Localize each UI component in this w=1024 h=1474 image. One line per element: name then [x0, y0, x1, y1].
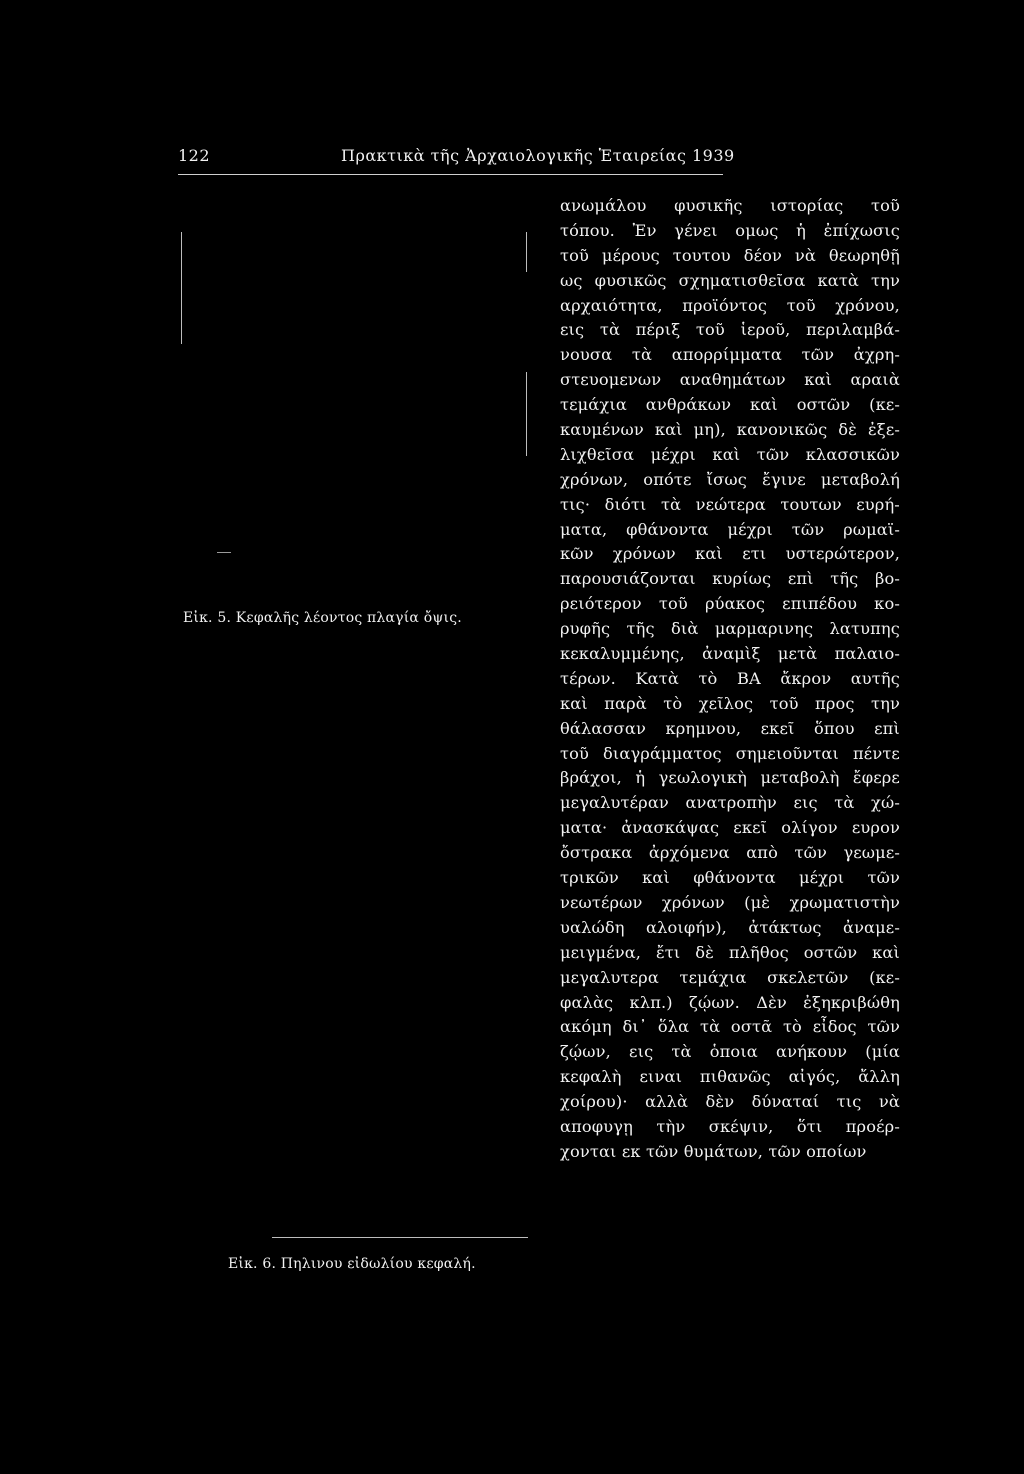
body-line: νουσα τὰ απορρίμματα τῶν ἀχρη-	[560, 345, 900, 365]
body-line: χοίρου)· αλλὰ δὲν δύναταί τις νὰ	[560, 1092, 900, 1112]
body-line: τεμάχια ανθράκων καὶ οστῶν (κε-	[560, 395, 900, 415]
body-line: φαλὰς κλπ.) ζῴων. Δὲν ἐξηκριβώθη	[560, 992, 900, 1012]
body-line: ματα, φθάνοντα μέχρι τῶν ρωμαϊ-	[560, 519, 900, 539]
body-line: υαλώδη αλοιφήν), ἀτάκτως ἀναμε-	[560, 917, 900, 937]
figure-5-mark	[217, 552, 231, 553]
body-line: ζῴων, εις τὰ ὁποια ανήκουν (μία	[560, 1042, 900, 1062]
body-line: τόπου. Ἐν γένει ομως ἡ ἐπίχωσις	[560, 220, 900, 240]
body-line: καυμένων καὶ μη), κανονικῶς δὲ ἐξε-	[560, 420, 900, 440]
body-line: τρικῶν καὶ φθάνοντα μέχρι τῶν	[560, 868, 900, 888]
body-line: θάλασσαν κρημνου, εκεῖ ὅπου επὶ	[560, 718, 900, 738]
body-text-column	[560, 194, 900, 1165]
body-line: αρχαιότητα, προϊόντος τοῦ χρόνου,	[560, 295, 900, 315]
figure-6-rule	[272, 1237, 528, 1238]
figure-5-left-border	[181, 232, 182, 344]
body-line: ρυφῆς τῆς διὰ μαρμαρινης λατυπης	[560, 619, 900, 639]
body-line: χονται εκ τῶν θυμάτων, τῶν οποίων	[560, 1141, 867, 1161]
body-line: μειγμένα, ἔτι δὲ πλῆθος οστῶν καὶ	[560, 942, 900, 962]
body-line: ὄστρακα ἀρχόμενα απὸ τῶν γεωμε-	[560, 843, 900, 863]
figure-6-caption: Εἰκ. 6. Πηλινου εἰδωλίου κεφαλή.	[228, 1256, 476, 1272]
body-line: τις· διότι τὰ νεώτερα τουτων ευρή-	[560, 494, 900, 514]
body-line: τοῦ διαγράμματος σημειοῦνται πέντε	[560, 743, 900, 763]
body-line: εις τὰ πέριξ τοῦ ἱεροῦ, περιλαμβά-	[560, 320, 900, 340]
body-line: κεφαλὴ ειναι πιθανῶς αἰγός, ἄλλη	[560, 1067, 900, 1087]
body-line: ως φυσικῶς σχηματισθεῖσα κατὰ την	[560, 270, 900, 290]
figure-5-right-border-lower	[526, 372, 527, 456]
body-line: ανωμάλου φυσικῆς ιστορίας τοῦ	[560, 196, 900, 215]
body-line: τέρων. Κατὰ τὸ ΒΑ ἄκρον αυτῆς	[560, 668, 900, 688]
body-line: χρόνων, οπότε ἴσως ἔγινε μεταβολή	[560, 469, 900, 489]
body-line: τοῦ μέρους τουτου δέον νὰ θεωρηθῇ	[560, 245, 900, 265]
running-title: Πρακτικὰ τῆς Ἀρχαιολογικῆς Ἑταιρείας 1939	[341, 146, 735, 165]
body-line: κεκαλυμμένης, ἀναμὶξ μετὰ παλαιο-	[560, 644, 900, 664]
body-line: παρουσιάζονται κυρίως επὶ τῆς βο-	[560, 569, 900, 589]
body-line: ακόμη δι᾽ ὅλα τὰ οστᾶ τὸ εἶδος τῶν	[560, 1017, 900, 1037]
body-line: βράχοι, ἡ γεωλογικὴ μεταβολὴ ἔφερε	[560, 768, 900, 788]
header-rule	[178, 174, 723, 175]
body-line: κῶν χρόνων καὶ ετι υστερώτερον,	[560, 544, 900, 564]
body-line: λιχθεῖσα μέχρι καὶ τῶν κλασσικῶν	[560, 444, 900, 464]
body-line: ματα· ἀνασκάψας εκεῖ ολίγον ευρον	[560, 818, 900, 838]
body-line: αποφυγῃ τὴν σκέψιν, ὅτι προέρ-	[560, 1116, 900, 1136]
body-line: νεωτέρων χρόνων (μὲ χρωματιστὴν	[560, 892, 900, 912]
figure-5-right-border-upper	[526, 232, 527, 272]
body-line: μεγαλυτέραν ανατροπὴν εις τὰ χώ-	[560, 793, 900, 813]
body-line: μεγαλυτερα τεμάχια σκελετῶν (κε-	[560, 967, 900, 987]
figure-5-caption: Εἰκ. 5. Κεφαλῆς λέοντος πλαγία ὄψις.	[183, 610, 462, 626]
body-line: ρειότερον τοῦ ρύακος επιπέδου κο-	[560, 594, 900, 614]
body-line: καὶ παρὰ τὸ χεῖλος τοῦ προς την	[560, 693, 900, 713]
body-line: στευομενων αναθημάτων καὶ αραιὰ	[560, 370, 900, 390]
page-number: 122	[178, 146, 211, 165]
